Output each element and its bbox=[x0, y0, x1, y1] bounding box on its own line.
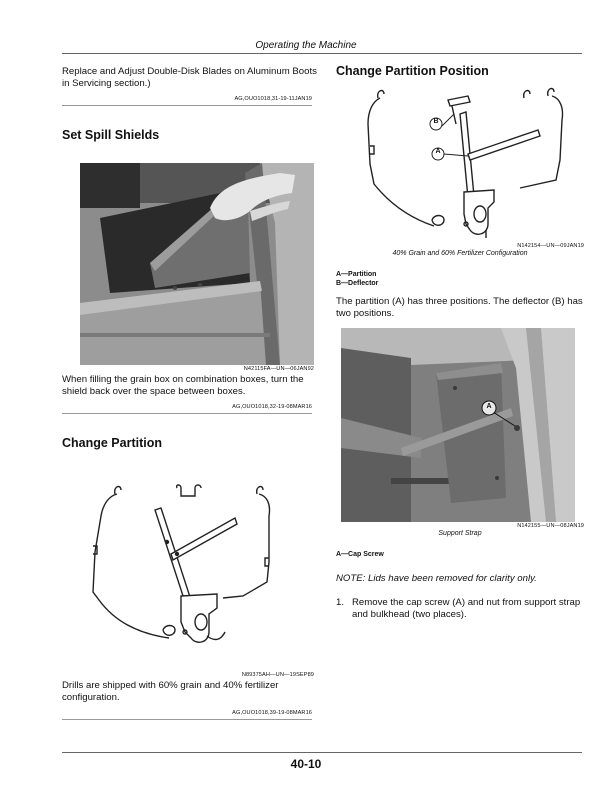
spill-ref: AG,OUO1018,32-19-08MAR16 bbox=[232, 404, 312, 410]
partition-text: Drills are shipped with 60% grain and 40% fertilizer configuration. bbox=[62, 680, 279, 703]
note-text: NOTE: Lids have been removed for clarity only. bbox=[336, 573, 537, 584]
fig1-image-id: N142154—UN—09JAN19 bbox=[517, 243, 584, 249]
callout-a-cap-screw: A bbox=[486, 403, 492, 410]
spill-text: When filling the grain box on combination boxes, turn the shield back over the space between boxes. bbox=[62, 374, 304, 397]
support-strap-photo bbox=[341, 328, 575, 522]
footer-divider bbox=[62, 752, 582, 753]
callout-a: A bbox=[435, 148, 441, 155]
change-partition-position-heading: Change Partition Position bbox=[336, 64, 489, 78]
page-number: 40-10 bbox=[290, 757, 322, 771]
legend-deflector: B—Deflector bbox=[336, 280, 379, 287]
step-text: Remove the cap screw (A) and nut from support strap and bulkhead (two places). bbox=[352, 597, 581, 620]
fig2-caption: Support Strap bbox=[438, 530, 482, 537]
legend-partition: A—Partition bbox=[336, 271, 377, 278]
intro-text: Replace and Adjust Double-Disk Blades on Aluminum Boots in Servicing section.) bbox=[62, 66, 317, 89]
page-header: Operating the Machine bbox=[255, 40, 357, 51]
intro-divider bbox=[62, 105, 312, 106]
spill-shields-heading: Set Spill Shields bbox=[62, 128, 160, 142]
partition-diagram bbox=[85, 482, 285, 662]
spill-shield-photo bbox=[80, 163, 314, 365]
partition-position-diagram bbox=[360, 84, 580, 242]
spill-divider bbox=[62, 413, 312, 414]
partition-ref: AG,OUO1018,39-19-08MAR16 bbox=[232, 710, 312, 716]
callout-b: B bbox=[433, 118, 439, 125]
partition-divider bbox=[62, 719, 312, 720]
fig1-caption: 40% Grain and 60% Fertilizer Configuration bbox=[392, 250, 528, 257]
spill-image-id: N42115FA—UN—06JAN92 bbox=[243, 366, 314, 372]
partition-position-text: The partition (A) has three positions. The deflector (B) has two positions. bbox=[336, 296, 583, 319]
step-number: 1. bbox=[336, 597, 345, 608]
intro-ref: AG,OUO1018,31-19-11JAN19 bbox=[234, 96, 312, 102]
partition-image-id: N89375AH—UN—19SEP89 bbox=[241, 672, 314, 678]
change-partition-heading: Change Partition bbox=[62, 436, 163, 450]
fig2-image-id: N142155—UN—08JAN19 bbox=[517, 523, 584, 529]
legend-cap-screw: A—Cap Screw bbox=[336, 551, 384, 558]
header-divider bbox=[62, 53, 582, 54]
